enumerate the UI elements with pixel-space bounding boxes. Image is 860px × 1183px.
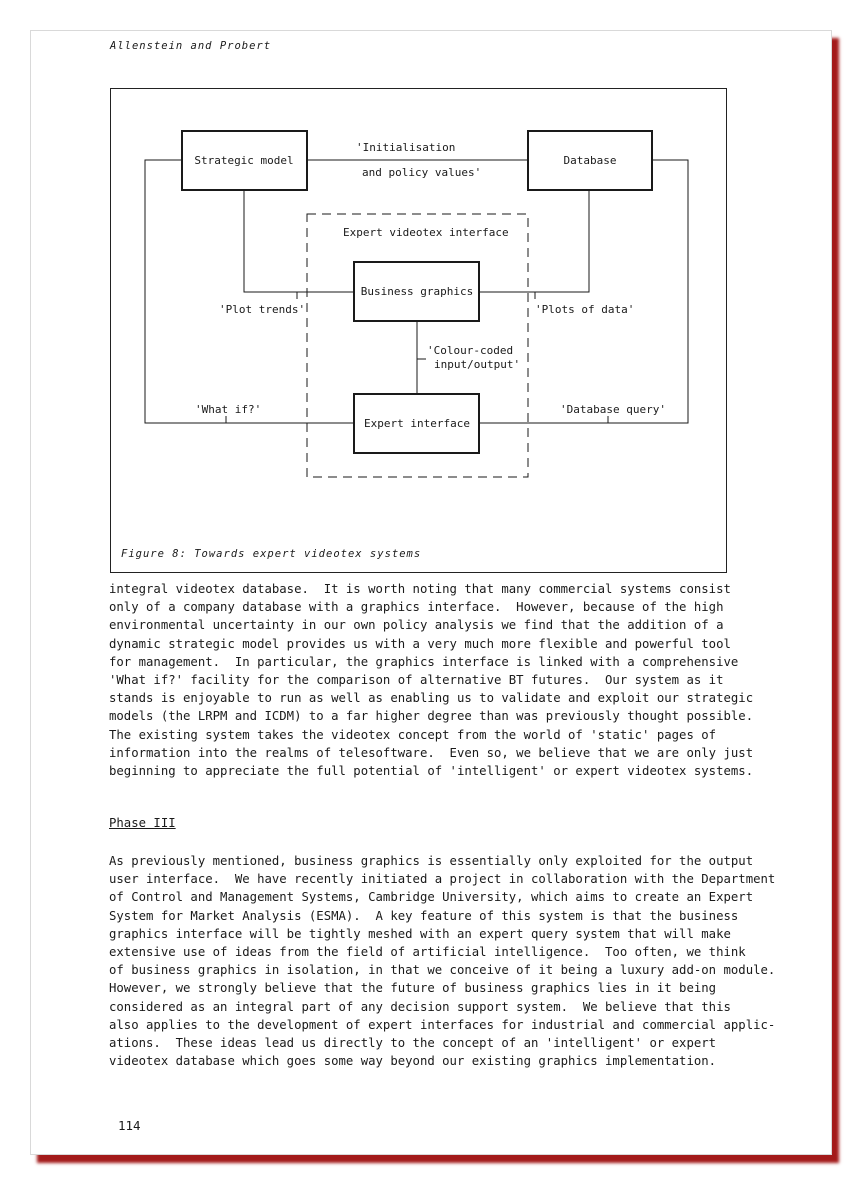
section-heading: Phase III <box>109 816 176 830</box>
page-number: 114 <box>118 1118 141 1133</box>
business-graphics-label: Business graphics <box>360 285 474 298</box>
body-paragraph-1 <box>109 580 769 780</box>
text-line: of business graphics in isolation, in that we conceive of it being a luxury add-on module. <box>109 963 776 978</box>
initialisation-label-line1: 'Initialisation <box>356 141 456 154</box>
text-line: for management. In particular, the graphics interface is linked with a comprehensive <box>109 654 739 669</box>
body-paragraph-2 <box>109 852 776 1070</box>
text-line: stands is enjoyable to run as well as enabling us to validate and exploit our strategic <box>109 691 754 706</box>
text-line: information into the realms of telesoftware. Even so, we believe that we are only just <box>109 745 754 760</box>
text-line: models (the LRPM and ICDM) to a far higher degree than was previously thought possible. <box>109 709 754 724</box>
database-label: Database <box>563 154 617 167</box>
initialisation-label-line2: and policy values' <box>362 166 482 179</box>
colour-coded-label-line2: input/output' <box>434 358 521 371</box>
strategic-model-label: Strategic model <box>194 154 294 167</box>
figure-caption: Figure 8: Towards expert videotex systems <box>121 548 422 560</box>
text-line: considered as an integral part of any decision support system. We believe that this <box>109 999 731 1014</box>
text-line: only of a company database with a graphics interface. However, because of the high <box>109 600 724 615</box>
colour-coded-label-line1: 'Colour-coded <box>427 344 514 357</box>
expert-videotex-interface-label: Expert videotex interface <box>343 226 509 239</box>
expert-interface-label: Expert interface <box>364 417 470 430</box>
text-line: videotex database which goes some way beyond our existing graphics implementation. <box>109 1054 717 1069</box>
text-line: graphics interface will be tightly meshed with an expert query system that will make <box>109 926 731 941</box>
plots-of-data-label: 'Plots of data' <box>535 303 635 316</box>
text-line: System for Market Analysis (ESMA). A key feature of this system is that the business <box>109 908 739 923</box>
database-query-label: 'Database query' <box>560 403 666 416</box>
text-line: integral videotex database. It is worth noting that many commercial systems consist <box>109 582 731 596</box>
text-line: beginning to appreciate the full potential of 'intelligent' or expert videotex systems. <box>109 764 754 779</box>
text-line: 'What if?' facility for the comparison of alternative BT futures. Our system as it <box>109 673 724 688</box>
figure-8 <box>110 88 727 573</box>
text-line: ations. These ideas lead us directly to the concept of an 'intelligent' or expert <box>109 1036 717 1051</box>
figure-diagram <box>111 89 726 572</box>
text-line: environmental uncertainty in our own policy analysis we find that the addition of a <box>109 618 724 633</box>
running-header: Allenstein and Probert <box>110 40 272 52</box>
text-line: As previously mentioned, business graphics is essentially only exploited for the output <box>109 854 754 868</box>
text-line: The existing system takes the videotex concept from the world of 'static' pages of <box>109 727 717 742</box>
text-line: extensive use of ideas from the field of artificial intelligence. Too often, we think <box>109 945 746 960</box>
text-line: However, we strongly believe that the future of business graphics lies in it being <box>109 981 717 996</box>
text-line: also applies to the development of expert interfaces for industrial and commercial applic- <box>109 1017 776 1032</box>
plot-trends-label: 'Plot trends' <box>219 303 306 316</box>
text-line: dynamic strategic model provides us with a very much more flexible and powerful tool <box>109 636 731 651</box>
text-line: user interface. We have recently initiated a project in collaboration with the Department <box>109 872 776 887</box>
what-if-label: 'What if?' <box>195 403 262 416</box>
text-line: of Control and Management Systems, Cambridge University, which aims to create an Expert <box>109 890 754 905</box>
